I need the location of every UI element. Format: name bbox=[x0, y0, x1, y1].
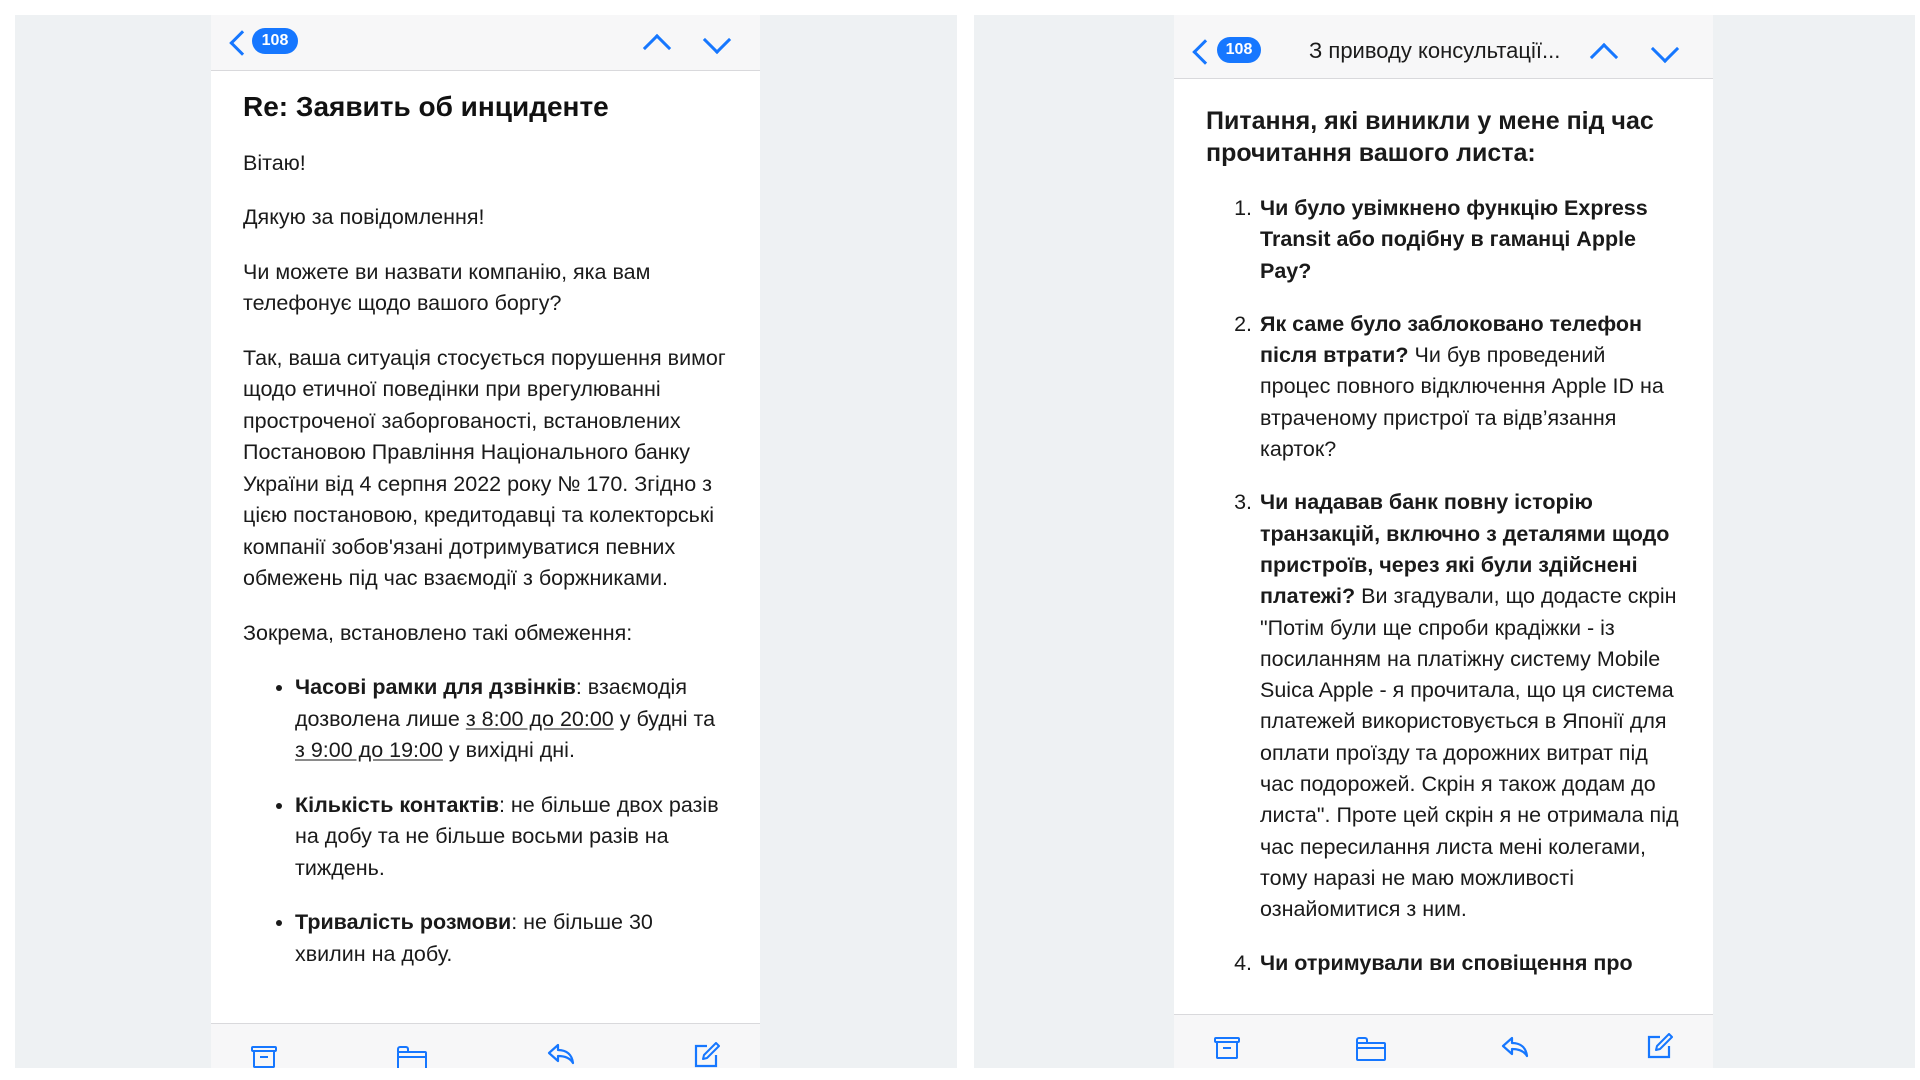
bullet-text: у вихідні дні. bbox=[442, 738, 575, 762]
bullet-text: : не більше двох разів на добу та не більше восьми разів на тиждень. bbox=[295, 792, 719, 880]
folder-icon[interactable] bbox=[1356, 1037, 1386, 1059]
list-item bbox=[1258, 309, 1681, 465]
thread-title: З приводу консультації... bbox=[1309, 38, 1561, 63]
message-subject: Re: Заявить об инциденте bbox=[243, 91, 609, 122]
greeting-text: Вітаю! bbox=[243, 150, 306, 175]
next-message-icon[interactable] bbox=[1651, 35, 1679, 63]
bullet-text: у будні та bbox=[613, 706, 716, 731]
back-chevron-icon[interactable] bbox=[1192, 39, 1217, 64]
archive-icon[interactable] bbox=[251, 1046, 277, 1066]
right-screenshot-panel bbox=[974, 15, 1915, 1068]
question-bold: Чи отримували ви сповіщення про bbox=[1260, 950, 1633, 975]
thanks-text: Дякую за повідомлення! bbox=[243, 205, 485, 229]
bullet-title: Тривалість розмови bbox=[295, 910, 512, 934]
questions-list bbox=[1206, 193, 1681, 979]
restrictions-list bbox=[243, 672, 728, 970]
compose-icon[interactable] bbox=[693, 1042, 721, 1068]
question-bold: Чи надавав банк повну історію транзакцій, включно з деталями щодо пристроїв, через які були здійснені платежі? bbox=[1260, 490, 1670, 609]
list-item bbox=[295, 790, 728, 885]
folder-icon[interactable] bbox=[397, 1046, 427, 1068]
list-item bbox=[295, 907, 728, 970]
question-text: Чи був проведений процес повного відключення Apple ID на втраченому пристрої та відв’язання карток? bbox=[1260, 343, 1664, 462]
left-screenshot-panel bbox=[15, 15, 957, 1068]
previous-message-icon[interactable] bbox=[643, 34, 671, 62]
time-range-link[interactable]: з 9:00 до 19:00 bbox=[295, 738, 443, 762]
question-text: Чи можете ви назвати компанію, яка вам телефонує щодо вашого боргу? bbox=[243, 259, 651, 315]
mail-view-left bbox=[211, 15, 760, 1068]
bullet-title: Кількість контактів bbox=[295, 792, 499, 817]
bottom-toolbar bbox=[211, 1023, 760, 1068]
archive-icon[interactable] bbox=[1214, 1037, 1240, 1057]
compose-icon[interactable] bbox=[1646, 1033, 1674, 1059]
nav-bar bbox=[211, 15, 760, 71]
next-message-icon[interactable] bbox=[703, 26, 731, 54]
list-item bbox=[295, 672, 728, 767]
reply-icon[interactable] bbox=[546, 1042, 576, 1066]
previous-message-icon[interactable] bbox=[1590, 43, 1618, 71]
unread-count-badge[interactable]: 108 bbox=[1217, 37, 1261, 63]
message-body bbox=[211, 77, 760, 993]
bullet-title: Часові рамки для дзвінків bbox=[295, 675, 576, 699]
time-range-link[interactable]: з 8:00 до 20:00 bbox=[465, 706, 614, 731]
message-body bbox=[1174, 105, 1713, 1001]
question-bold: Як саме було заблоковано телефон після втрати? bbox=[1260, 311, 1643, 368]
back-chevron-icon[interactable] bbox=[229, 30, 254, 55]
unread-count-badge[interactable]: 108 bbox=[252, 28, 298, 54]
bullet-text: : не більше 30 хвилин на добу. bbox=[295, 910, 653, 966]
bullet-text: : взаємодія дозволена лише bbox=[295, 675, 687, 731]
list-item bbox=[1258, 948, 1681, 979]
nav-bar bbox=[1174, 15, 1713, 79]
regulation-paragraph: Так, ваша ситуація стосується порушення вимог щодо етичної поведінки при врегулюванні простроченої заборгованості, встановлених Постановою Правління Національного банку України від 4 серпня 2022 року № 170. Згідно з цією постановою, кредитодавці та колекторські компанії зобов'язані дотримуватися певних обмежень під час взаємодії з боржниками. bbox=[243, 345, 726, 590]
question-text: Ви згадували, що додасте скрін "Потім були ще спроби крадіжки - із посиланням на платіжну систему Mobile Suica Apple - я прочитала, що ця система платежей використовується в Японії для оплати проїзду та дорожних витрат під час подорожей. Скрін я також додам до листа". Проте цей скрін я не отримала під час пересилання листа мені колегами, тому наразі не маю можливості ознайомитися з ним. bbox=[1260, 584, 1679, 922]
questions-heading: Питання, які виникли у мене під час прочитання вашого листа: bbox=[1206, 107, 1654, 167]
list-item bbox=[1258, 487, 1681, 925]
mail-view-right bbox=[1174, 15, 1713, 1068]
restrictions-intro: Зокрема, встановлено такі обмеження: bbox=[243, 620, 633, 645]
question-bold: Чи було увімкнено функцію Express Transit або подібну в гаманці Apple Pay? bbox=[1260, 196, 1648, 283]
list-item bbox=[1258, 193, 1681, 287]
bottom-toolbar bbox=[1174, 1014, 1713, 1068]
reply-icon[interactable] bbox=[1500, 1035, 1530, 1059]
